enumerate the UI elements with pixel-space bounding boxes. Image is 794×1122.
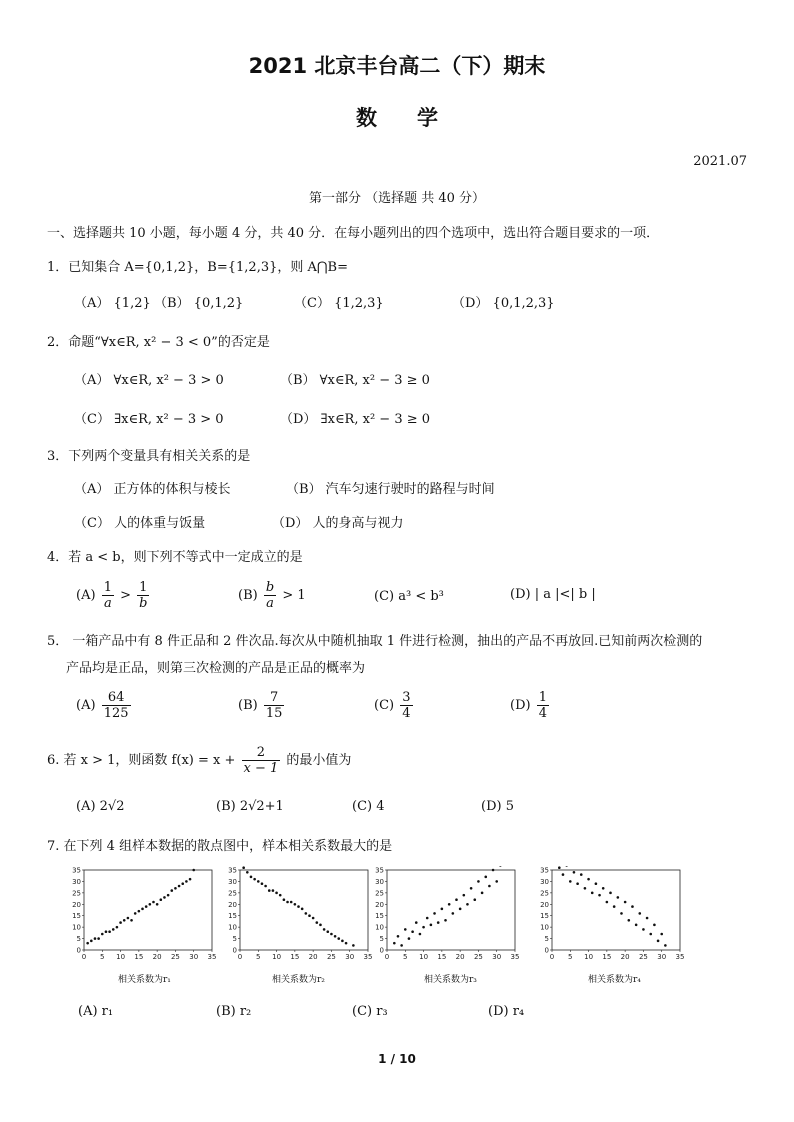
y-tick-label: 5 xyxy=(379,935,384,944)
x-tick-label: 0 xyxy=(384,953,390,961)
x-tick-label: 30 xyxy=(492,953,502,961)
x-tick-label: 20 xyxy=(308,953,318,961)
scatter-point xyxy=(448,903,451,906)
scatter-point xyxy=(617,896,620,899)
scatter-point xyxy=(181,882,184,885)
x-tick-label: 0 xyxy=(549,953,555,961)
q6-option-c: (C) 4 xyxy=(352,799,385,814)
x-tick-label: 10 xyxy=(584,953,594,961)
scatter-point xyxy=(123,919,126,922)
scatter-point xyxy=(163,896,166,899)
scatter-point xyxy=(664,944,667,947)
scatter-point xyxy=(250,876,253,879)
q4-b-rest: > 1 xyxy=(282,588,306,603)
scatter-point xyxy=(90,940,93,943)
y-tick-label: 25 xyxy=(228,889,237,898)
scatter-point xyxy=(393,942,396,945)
q6-option-a: (A) 2√2 xyxy=(76,799,125,814)
x-tick-label: 30 xyxy=(657,953,667,961)
scatter-point xyxy=(305,912,308,915)
y-tick-label: 0 xyxy=(379,946,384,955)
q7-option-a: (A) r₁ xyxy=(78,1004,114,1019)
scatter-plot-r1 xyxy=(68,866,218,966)
x-tick-label: 15 xyxy=(290,953,300,961)
scatter-point xyxy=(433,912,436,915)
y-tick-label: 15 xyxy=(540,912,549,921)
scatter-point xyxy=(138,910,141,913)
scatter-point xyxy=(141,908,144,911)
scatter-point xyxy=(628,919,631,922)
scatter-point xyxy=(145,905,148,908)
x-tick-label: 35 xyxy=(207,953,217,961)
scatter-point xyxy=(130,919,133,922)
q6-stem-pre: 6. 若 x > 1，则函数 f(x) = x + xyxy=(47,753,236,768)
x-tick-label: 20 xyxy=(152,953,162,961)
y-tick-label: 10 xyxy=(375,923,384,932)
x-tick-label: 35 xyxy=(510,953,520,961)
scatter-point xyxy=(105,930,108,933)
scatter-point xyxy=(606,901,609,904)
scatter-point xyxy=(323,928,326,931)
y-tick-label: 30 xyxy=(228,877,237,886)
scatter-point xyxy=(119,921,122,924)
x-tick-label: 15 xyxy=(602,953,612,961)
scatter-point xyxy=(192,869,195,872)
q5-a-label: (A) xyxy=(76,698,96,713)
scatter-point xyxy=(569,880,572,883)
scatter-plot-r4 xyxy=(536,866,686,966)
scatter-point xyxy=(189,878,192,881)
q5-b-label: (B) xyxy=(238,698,258,713)
q2-option-b: （B） ∀x∈R, x² − 3 ≥ 0 xyxy=(280,373,430,388)
y-tick-label: 10 xyxy=(72,923,81,932)
x-tick-label: 35 xyxy=(675,953,685,961)
scatter-point xyxy=(178,885,181,888)
y-tick-label: 0 xyxy=(232,946,237,955)
scatter-point xyxy=(609,892,612,895)
q2-option-a: （A） ∀x∈R, x² − 3 > 0 xyxy=(74,373,224,388)
scatter-point xyxy=(174,887,177,890)
scatter-point xyxy=(558,866,561,869)
scatter-point xyxy=(488,885,491,888)
q1-option-a: （A） {1,2} xyxy=(74,296,151,311)
y-tick-label: 20 xyxy=(228,900,237,909)
scatter-point xyxy=(653,924,656,927)
x-tick-label: 20 xyxy=(620,953,630,961)
scatter-point xyxy=(415,921,418,924)
y-tick-label: 30 xyxy=(540,877,549,886)
y-tick-label: 30 xyxy=(72,877,81,886)
scatter-point xyxy=(297,905,300,908)
scatter-point xyxy=(246,871,249,874)
scatter-point xyxy=(261,882,264,885)
scatter-point xyxy=(242,866,245,869)
q4-b-label: (B) xyxy=(238,588,258,603)
q6-option-b: (B) 2√2+1 xyxy=(216,799,284,814)
q3-option-c: （C） 人的体重与饭量 xyxy=(74,516,206,531)
scatter-point xyxy=(319,924,322,927)
scatter-point xyxy=(272,889,275,892)
q2-stem: 2．命题“∀x∈R, x² − 3 < 0”的否定是 xyxy=(47,335,270,350)
x-tick-label: 5 xyxy=(403,953,408,961)
scatter-point xyxy=(495,880,498,883)
plot-frame xyxy=(84,870,212,950)
y-tick-label: 20 xyxy=(375,900,384,909)
x-tick-label: 30 xyxy=(345,953,355,961)
scatter-point xyxy=(330,933,333,936)
y-tick-label: 35 xyxy=(228,866,237,875)
scatter-point xyxy=(624,901,627,904)
scatter-point xyxy=(167,894,170,897)
q5-option-d xyxy=(510,690,551,721)
x-tick-label: 10 xyxy=(419,953,429,961)
q3-option-d: （D） 人的身高与视力 xyxy=(272,516,404,531)
part-heading: 第一部分 （选择题 共 40 分） xyxy=(308,191,486,206)
scatter-plot-r4-caption: 相关系数为r₄ xyxy=(588,975,641,985)
x-tick-label: 10 xyxy=(272,953,282,961)
q4-a-operator: > xyxy=(120,588,132,603)
y-tick-label: 5 xyxy=(232,935,237,944)
scatter-point xyxy=(411,930,414,933)
q7-option-d: (D) r₄ xyxy=(488,1004,525,1019)
q4-a-fraction-2: $\frac{1}{b}$ xyxy=(139,580,148,611)
scatter-point xyxy=(499,866,502,867)
scatter-point xyxy=(635,924,638,927)
q3-option-b: （B） 汽车匀速行驶时的路程与时间 xyxy=(286,482,495,497)
scatter-point xyxy=(101,933,104,936)
scatter-point xyxy=(649,933,652,936)
scatter-point xyxy=(408,937,411,940)
scatter-point xyxy=(400,944,403,947)
y-tick-label: 5 xyxy=(76,935,81,944)
x-tick-label: 5 xyxy=(568,953,573,961)
q7-stem: 7. 在下列 4 组样本数据的散点图中，样本相关系数最大的是 xyxy=(47,839,393,854)
q6-option-d: (D) 5 xyxy=(481,799,514,814)
q1-option-c: （C） {1,2,3} xyxy=(294,296,384,311)
q6-stem-post: 的最小值为 xyxy=(286,753,352,768)
scatter-point xyxy=(580,873,583,876)
q5-d-fraction: $\frac{1}{4}$ xyxy=(538,690,547,721)
scatter-point xyxy=(466,903,469,906)
scatter-plot-r2 xyxy=(224,866,374,966)
q4-option-b xyxy=(238,580,306,611)
scatter-point xyxy=(345,942,348,945)
scatter-point xyxy=(576,882,579,885)
y-tick-label: 35 xyxy=(72,866,81,875)
scatter-point xyxy=(341,940,344,943)
scatter-point xyxy=(156,903,159,906)
q5-b-fraction: $\frac{7}{15}$ xyxy=(265,690,283,721)
scatter-point xyxy=(112,928,115,931)
scatter-plot-r3 xyxy=(371,866,521,966)
scatter-point xyxy=(642,928,645,931)
q1-stem: 1．已知集合 A={0,1,2}，B={1,2,3}，则 A⋂B= xyxy=(47,260,348,275)
scatter-point xyxy=(477,880,480,883)
subject-heading: 数学 xyxy=(356,106,478,130)
q4-a-label: (A) xyxy=(76,588,96,603)
q5-a-fraction: $\frac{64}{125}$ xyxy=(103,690,129,721)
scatter-point xyxy=(294,903,297,906)
x-tick-label: 30 xyxy=(189,953,199,961)
scatter-point xyxy=(253,878,256,881)
scatter-point xyxy=(419,933,422,936)
scatter-point xyxy=(94,937,97,940)
scatter-point xyxy=(660,933,663,936)
x-tick-label: 5 xyxy=(256,953,261,961)
q3-option-a: （A） 正方体的体积与棱长 xyxy=(74,482,231,497)
scatter-point xyxy=(86,942,89,945)
scatter-point xyxy=(312,917,315,920)
y-tick-label: 35 xyxy=(375,866,384,875)
q3-stem: 3．下列两个变量具有相关关系的是 xyxy=(47,449,251,464)
y-tick-label: 5 xyxy=(544,935,549,944)
scatter-point xyxy=(301,908,304,911)
y-tick-label: 15 xyxy=(228,912,237,921)
scatter-point xyxy=(149,903,152,906)
q4-a-fraction-1: $\frac{1}{a}$ xyxy=(103,580,112,611)
x-tick-label: 5 xyxy=(100,953,105,961)
scatter-point xyxy=(397,935,400,938)
scatter-plot-r2-caption: 相关系数为r₂ xyxy=(272,975,325,985)
page-number: 1 / 10 xyxy=(378,1052,416,1066)
scatter-point xyxy=(638,912,641,915)
x-tick-label: 25 xyxy=(638,953,648,961)
scatter-point xyxy=(422,926,425,929)
scatter-point xyxy=(657,940,660,943)
exam-date: 2021.07 xyxy=(693,154,747,169)
q2-option-c: （C） ∃x∈R, x² − 3 > 0 xyxy=(74,412,224,427)
scatter-point xyxy=(352,944,355,947)
x-tick-label: 15 xyxy=(134,953,144,961)
scatter-point xyxy=(463,894,466,897)
scatter-point xyxy=(160,898,163,901)
scatter-point xyxy=(404,928,407,931)
q5-d-label: (D) xyxy=(510,698,531,713)
y-tick-label: 20 xyxy=(72,900,81,909)
scatter-point xyxy=(455,898,458,901)
q6-fraction: $\frac{2}{x - 1}$ xyxy=(243,745,279,776)
scatter-point xyxy=(316,921,319,924)
q4-option-d: (D) | a |<| b | xyxy=(510,587,596,602)
x-tick-label: 25 xyxy=(170,953,180,961)
scatter-point xyxy=(268,889,271,892)
x-tick-label: 20 xyxy=(455,953,465,961)
q4-option-c: (C) a³ < b³ xyxy=(374,589,444,604)
x-tick-label: 35 xyxy=(363,953,373,961)
scatter-point xyxy=(185,880,188,883)
scatter-point xyxy=(308,914,311,917)
x-tick-label: 15 xyxy=(437,953,447,961)
scatter-point xyxy=(257,880,260,883)
y-tick-label: 25 xyxy=(540,889,549,898)
q5-stem-line1: 5． 一箱产品中有 8 件正品和 2 件次品.每次从中随机抽取 1 件进行检测，抽出的产品不再放回.已知前两次检测的 xyxy=(47,634,703,649)
scatter-point xyxy=(116,926,119,929)
scatter-point xyxy=(595,882,598,885)
q5-c-fraction: $\frac{3}{4}$ xyxy=(402,690,411,721)
q5-option-c xyxy=(374,690,415,721)
q7-option-b: (B) r₂ xyxy=(216,1004,252,1019)
scatter-point xyxy=(452,912,455,915)
scatter-point xyxy=(565,866,568,867)
scatter-point xyxy=(275,892,278,895)
scatter-point xyxy=(279,894,282,897)
scatter-point xyxy=(97,937,100,940)
y-tick-label: 0 xyxy=(544,946,549,955)
x-tick-label: 10 xyxy=(116,953,126,961)
y-tick-label: 15 xyxy=(72,912,81,921)
scatter-point xyxy=(426,917,429,920)
scatter-point xyxy=(631,905,634,908)
y-tick-label: 35 xyxy=(540,866,549,875)
scatter-point xyxy=(326,930,329,933)
y-tick-label: 20 xyxy=(540,900,549,909)
q1-option-d: （D） {0,1,2,3} xyxy=(452,296,555,311)
y-tick-label: 10 xyxy=(228,923,237,932)
scatter-point xyxy=(152,901,155,904)
scatter-point xyxy=(584,887,587,890)
y-tick-label: 25 xyxy=(72,889,81,898)
scatter-point xyxy=(264,885,267,888)
scatter-point xyxy=(334,935,337,938)
q4-stem: 4．若 a < b，则下列不等式中一定成立的是 xyxy=(47,550,303,565)
q6-stem xyxy=(47,745,351,776)
page-title: 2021 北京丰台高二（下）期末 xyxy=(248,54,546,78)
scatter-point xyxy=(613,905,616,908)
x-tick-label: 0 xyxy=(81,953,87,961)
scatter-point xyxy=(598,894,601,897)
scatter-point xyxy=(170,889,173,892)
scatter-point xyxy=(430,924,433,927)
scatter-point xyxy=(473,898,476,901)
scatter-point xyxy=(481,892,484,895)
y-tick-label: 25 xyxy=(375,889,384,898)
y-tick-label: 15 xyxy=(375,912,384,921)
scatter-point xyxy=(620,912,623,915)
y-tick-label: 30 xyxy=(375,877,384,886)
scatter-point xyxy=(286,901,289,904)
scatter-point xyxy=(444,919,447,922)
scatter-point xyxy=(290,901,293,904)
scatter-point xyxy=(108,930,111,933)
scatter-plot-r1-caption: 相关系数为r₁ xyxy=(118,975,171,985)
scatter-point xyxy=(646,917,649,920)
scatter-point xyxy=(337,937,340,940)
scatter-point xyxy=(127,917,130,920)
scatter-plot-r3-caption: 相关系数为r₃ xyxy=(424,975,477,985)
y-tick-label: 0 xyxy=(76,946,81,955)
x-tick-label: 25 xyxy=(473,953,483,961)
q7-option-c: (C) r₃ xyxy=(352,1004,388,1019)
scatter-point xyxy=(283,898,286,901)
q2-option-d: （D） ∃x∈R, x² − 3 ≥ 0 xyxy=(280,412,431,427)
scatter-point xyxy=(562,873,565,876)
scatter-point xyxy=(587,878,590,881)
q4-b-fraction: $\frac{b}{a}$ xyxy=(265,580,275,611)
x-tick-label: 0 xyxy=(237,953,243,961)
section-instruction: 一、选择题共 10 小题，每小题 4 分，共 40 分．在每小题列出的四个选项中，选出符合题目要求的一项． xyxy=(47,226,660,241)
scatter-point xyxy=(437,921,440,924)
scatter-point xyxy=(470,887,473,890)
q5-c-label: (C) xyxy=(374,698,395,713)
q5-option-a xyxy=(76,690,133,721)
x-tick-label: 25 xyxy=(326,953,336,961)
scatter-point xyxy=(492,869,495,872)
scatter-point xyxy=(134,912,137,915)
q5-option-b xyxy=(238,690,286,721)
scatter-point xyxy=(459,908,462,911)
scatter-point xyxy=(441,908,444,911)
scatter-point xyxy=(484,876,487,879)
q4-option-a xyxy=(76,580,151,611)
q5-stem-line2: 产品均是正品，则第三次检测的产品是正品的概率为 xyxy=(66,661,366,676)
scatter-point xyxy=(573,871,576,874)
q1-option-b: （B） {0,1,2} xyxy=(154,296,244,311)
y-tick-label: 10 xyxy=(540,923,549,932)
scatter-point xyxy=(591,892,594,895)
scatter-point xyxy=(602,887,605,890)
